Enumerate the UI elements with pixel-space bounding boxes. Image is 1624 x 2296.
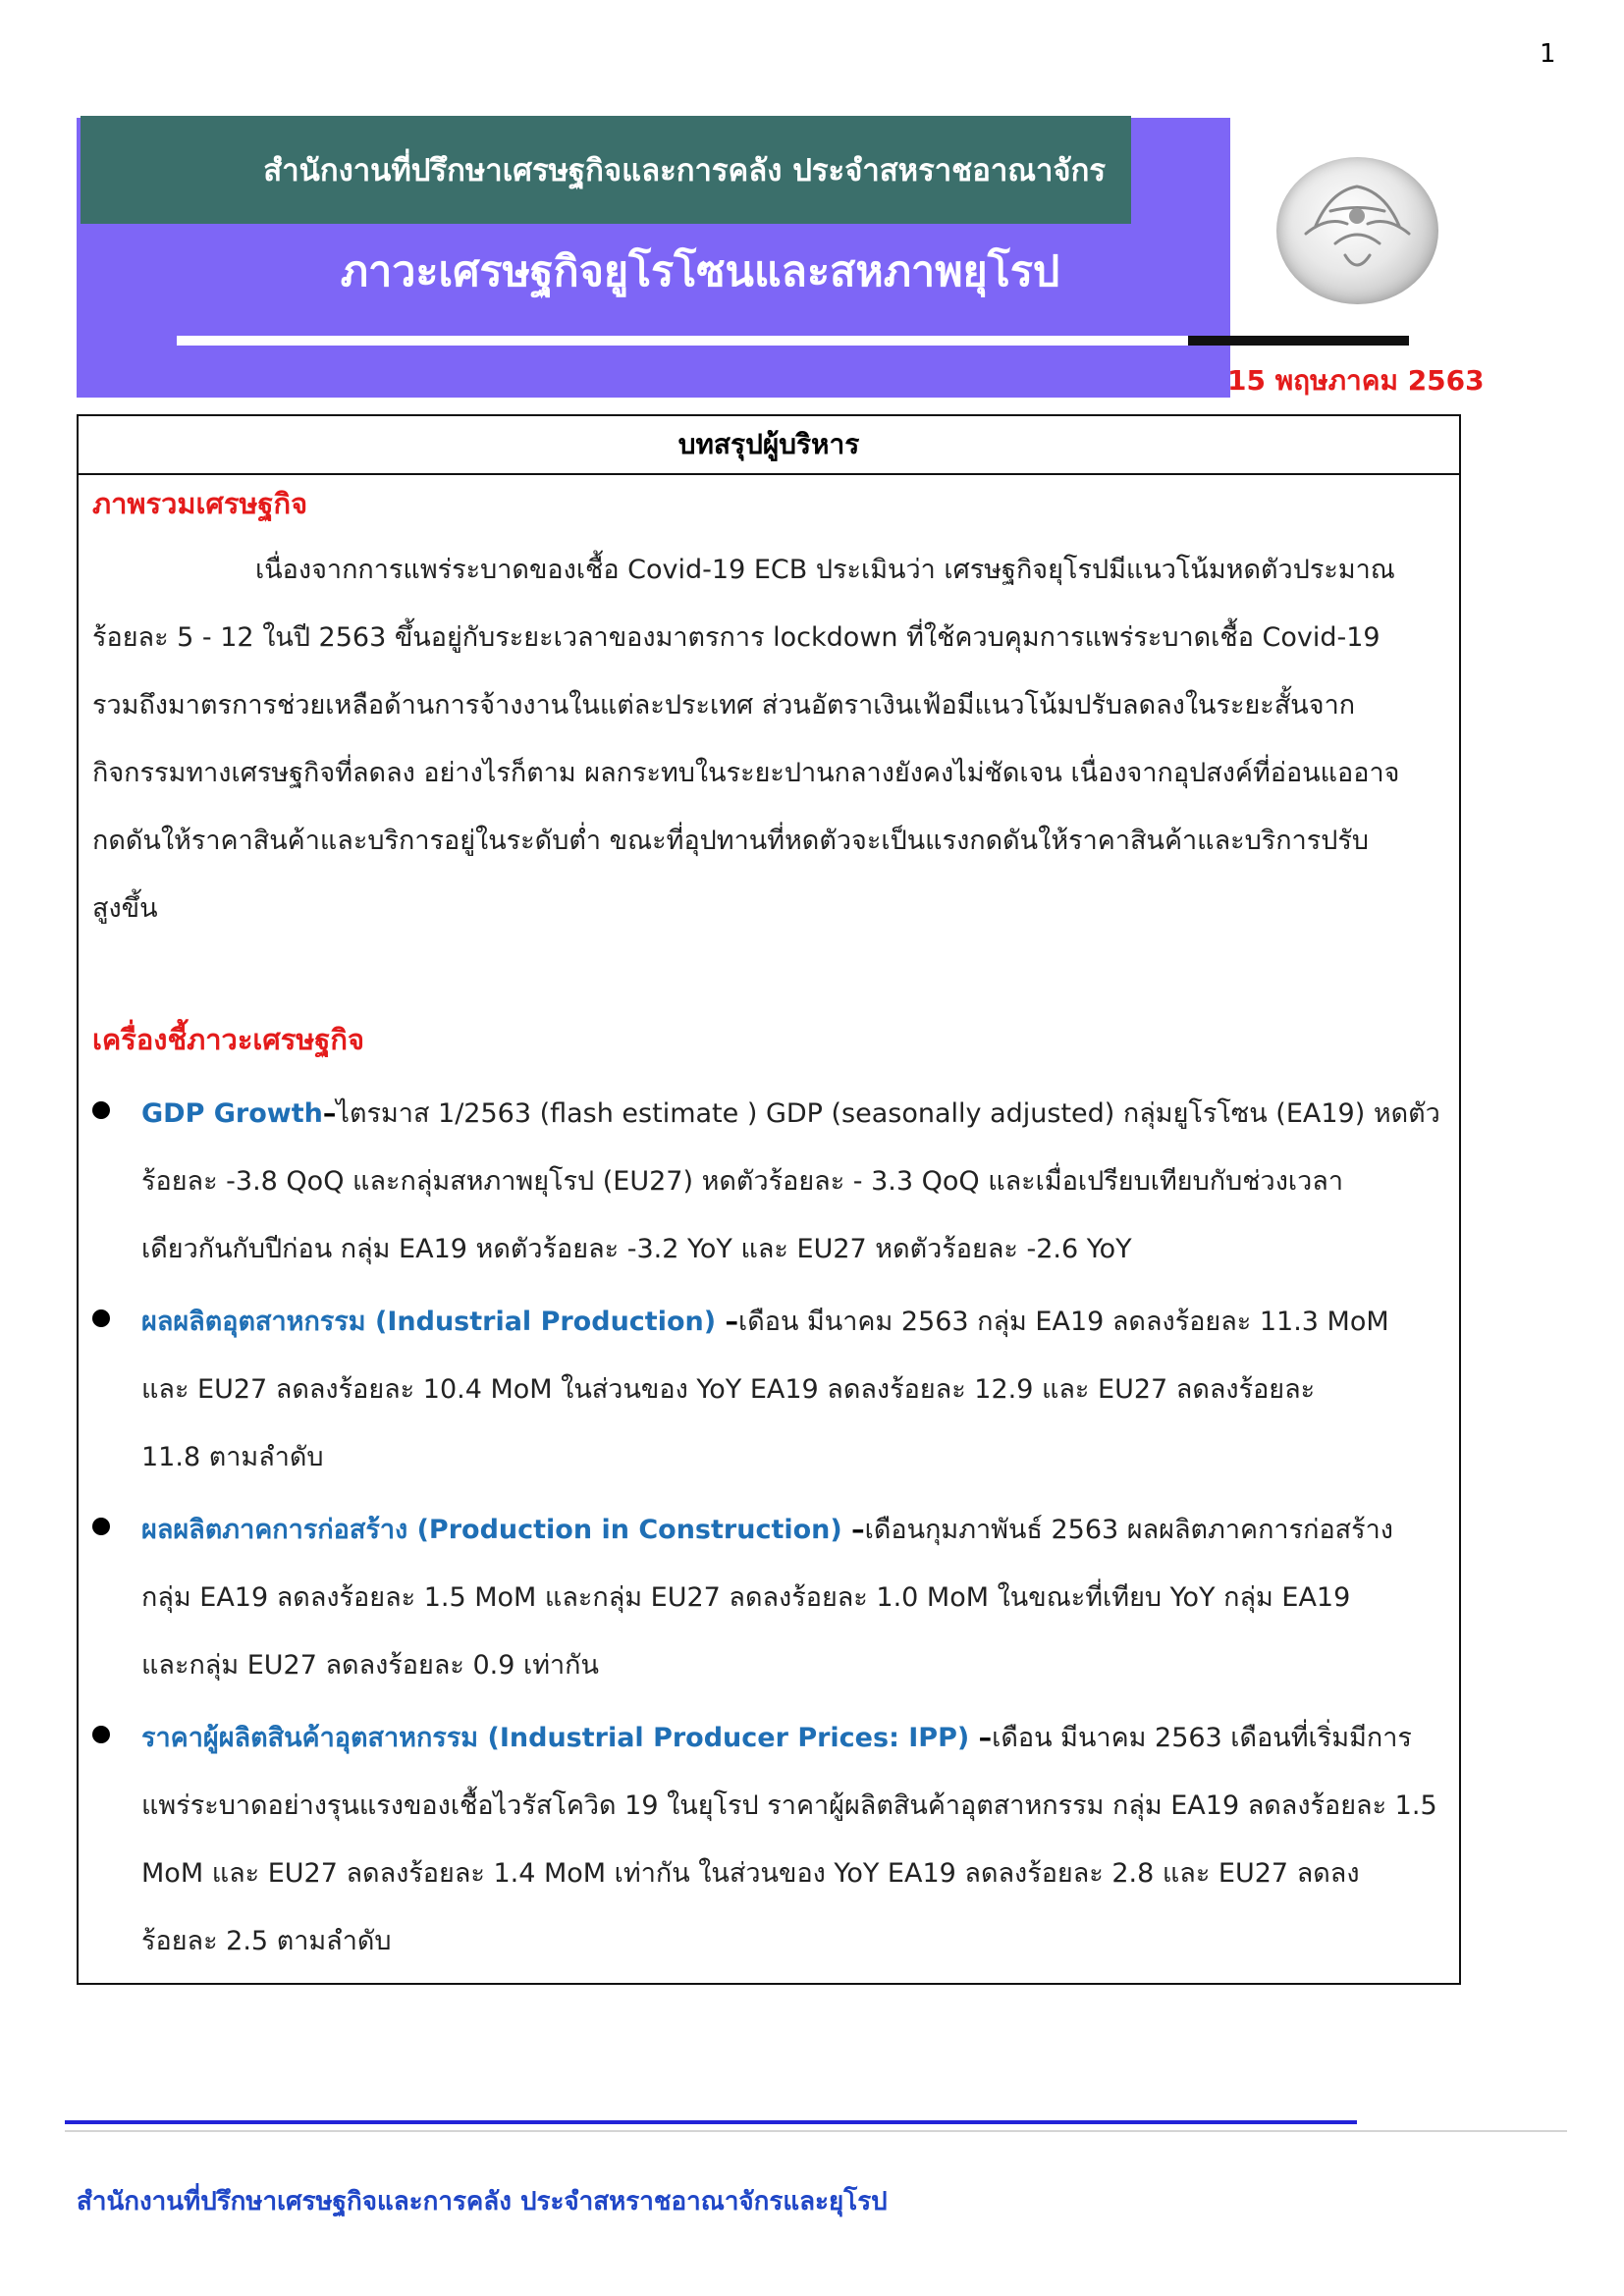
overview-heading: ภาพรวมเศรษฐกิจ [92, 487, 308, 520]
footer-rule-blue [65, 2120, 1357, 2124]
bullet-icon [92, 1309, 110, 1327]
indicator-text: ไตรมาส 1/2563 (flash estimate ) GDP (seasonally adjusted) กลุ่มยูโรโซน (EA19) หดตัว [336, 1098, 1440, 1129]
indicator-title: ผลผลิตภาคการก่อสร้าง (Production in Construction) [141, 1515, 842, 1545]
indicator-text: ร้อยละ -3.8 QoQ และกลุ่มสหภาพยุโรป (EU27) หดตัวร้อยละ - 3.3 QoQ และเมื่อเปรียบเทียบกับช่วงเวลา [141, 1166, 1343, 1197]
indicator-text: เดือนกุมภาพันธ์ 2563 ผลผลิตภาคการก่อสร้าง [864, 1515, 1393, 1545]
bullet-icon [92, 1726, 110, 1743]
executive-summary-box [77, 414, 1461, 1985]
indicator-dash: – [322, 1098, 337, 1129]
executive-summary-header: บทสรุปผู้บริหาร [79, 416, 1459, 475]
indicator-title: GDP Growth [141, 1098, 323, 1129]
indicator-dash: – [841, 1515, 865, 1545]
footer-agency-name: สำนักงานที่ปรึกษาเศรษฐกิจและการคลัง ประจำสหราชอาณาจักรและยุโรป [77, 2187, 888, 2216]
overview-line: เนื่องจากการแพร่ระบาดของเชื้อ Covid-19 ECB ประเมินว่า เศรษฐกิจยุโรปมีแนวโน้มหดตัวประมาณ [255, 555, 1395, 585]
indicator-text: ร้อยละ 2.5 ตามลำดับ [141, 1926, 392, 1956]
indicator-title: ราคาผู้ผลิตสินค้าอุตสาหกรรม (Industrial Producer Prices: IPP) [141, 1723, 970, 1753]
agency-title: สำนักงานที่ปรึกษาเศรษฐกิจและการคลัง ประจำสหราชอาณาจักร [263, 153, 1106, 188]
agency-banner [81, 116, 1131, 224]
garuda-emblem-icon [1276, 157, 1438, 304]
indicator-text: และ EU27 ลดลงร้อยละ 10.4 MoM ในส่วนของ YoY EA19 ลดลงร้อยละ 12.9 และ EU27 ลดลงร้อยละ [141, 1374, 1316, 1405]
indicator-text: เดือน มีนาคม 2563 เดือนที่เริ่มมีการ [992, 1723, 1412, 1753]
title-underline-white [177, 336, 1193, 346]
report-title: ภาวะเศรษฐกิจยูโรโซนและสหภาพยุโรป [340, 247, 1060, 296]
indicator-text: และกลุ่ม EU27 ลดลงร้อยละ 0.9 เท่ากัน [141, 1650, 599, 1681]
bullet-icon [92, 1101, 110, 1119]
indicator-dash: – [716, 1307, 738, 1337]
indicator-text: แพร่ระบาดอย่างรุนแรงของเชื้อไวรัสโควิด 19 ในยุโรป ราคาผู้ผลิตสินค้าอุตสาหกรรม กลุ่ม EA19 ลดลงร้อยละ 1.5 [141, 1790, 1437, 1821]
indicator-text: กลุ่ม EA19 ลดลงร้อยละ 1.5 MoM และกลุ่ม EU27 ลดลงร้อยละ 1.0 MoM ในขณะที่เทียบ YoY กลุ่ม EA19 [141, 1582, 1351, 1613]
overview-line: รวมถึงมาตรการช่วยเหลือด้านการจ้างงานในแต่ละประเทศ ส่วนอัตราเงินเฟ้อมีแนวโน้มปรับลดลงในระยะสั้นจาก [92, 690, 1356, 721]
garuda-emblem-graphic [1276, 157, 1438, 304]
overview-line: กดดันให้ราคาสินค้าและบริการอยู่ในระดับต่ำ ขณะที่อุปทานที่หดตัวจะเป็นแรงกดดันให้ราคาสินค้าและบริการปรับ [92, 826, 1370, 856]
indicators-heading: เครื่องชี้ภาวะเศรษฐกิจ [92, 1023, 364, 1056]
overview-paragraph [92, 536, 1447, 942]
indicator-dash: – [969, 1723, 993, 1753]
bullet-icon [92, 1518, 110, 1535]
overview-line: ร้อยละ 5 - 12 ในปี 2563 ขึ้นอยู่กับระยะเวลาของมาตรการ lockdown ที่ใช้ควบคุมการแพร่ระบาดเชื้อ Covid-19 [92, 622, 1380, 653]
report-date: 15 พฤษภาคม 2563 [1227, 364, 1485, 397]
title-underline-black [1188, 336, 1409, 346]
indicator-text: MoM และ EU27 ลดลงร้อยละ 1.4 MoM เท่ากัน ในส่วนของ YoY EA19 ลดลงร้อยละ 2.8 และ EU27 ลดลง [141, 1858, 1360, 1889]
page-number: 1 [1540, 39, 1556, 69]
indicator-text: 11.8 ตามลำดับ [141, 1442, 324, 1472]
overview-line: สูงขึ้น [92, 893, 158, 924]
overview-line: กิจกรรมทางเศรษฐกิจที่ลดลง อย่างไรก็ตาม ผลกระทบในระยะปานกลางยังคงไม่ชัดเจน เนื่องจากอุปสงค์ที่อ่อนแออาจ [92, 758, 1400, 788]
footer-rule-gray [65, 2130, 1567, 2132]
indicator-text: เดือน มีนาคม 2563 กลุ่ม EA19 ลดลงร้อยละ 11.3 MoM [737, 1307, 1389, 1337]
indicator-title: ผลผลิตอุตสาหกรรม (Industrial Production) [141, 1307, 717, 1337]
indicator-text: เดียวกันกับปีก่อน กลุ่ม EA19 หดตัวร้อยละ -3.2 YoY และ EU27 หดตัวร้อยละ -2.6 YoY [141, 1234, 1132, 1264]
